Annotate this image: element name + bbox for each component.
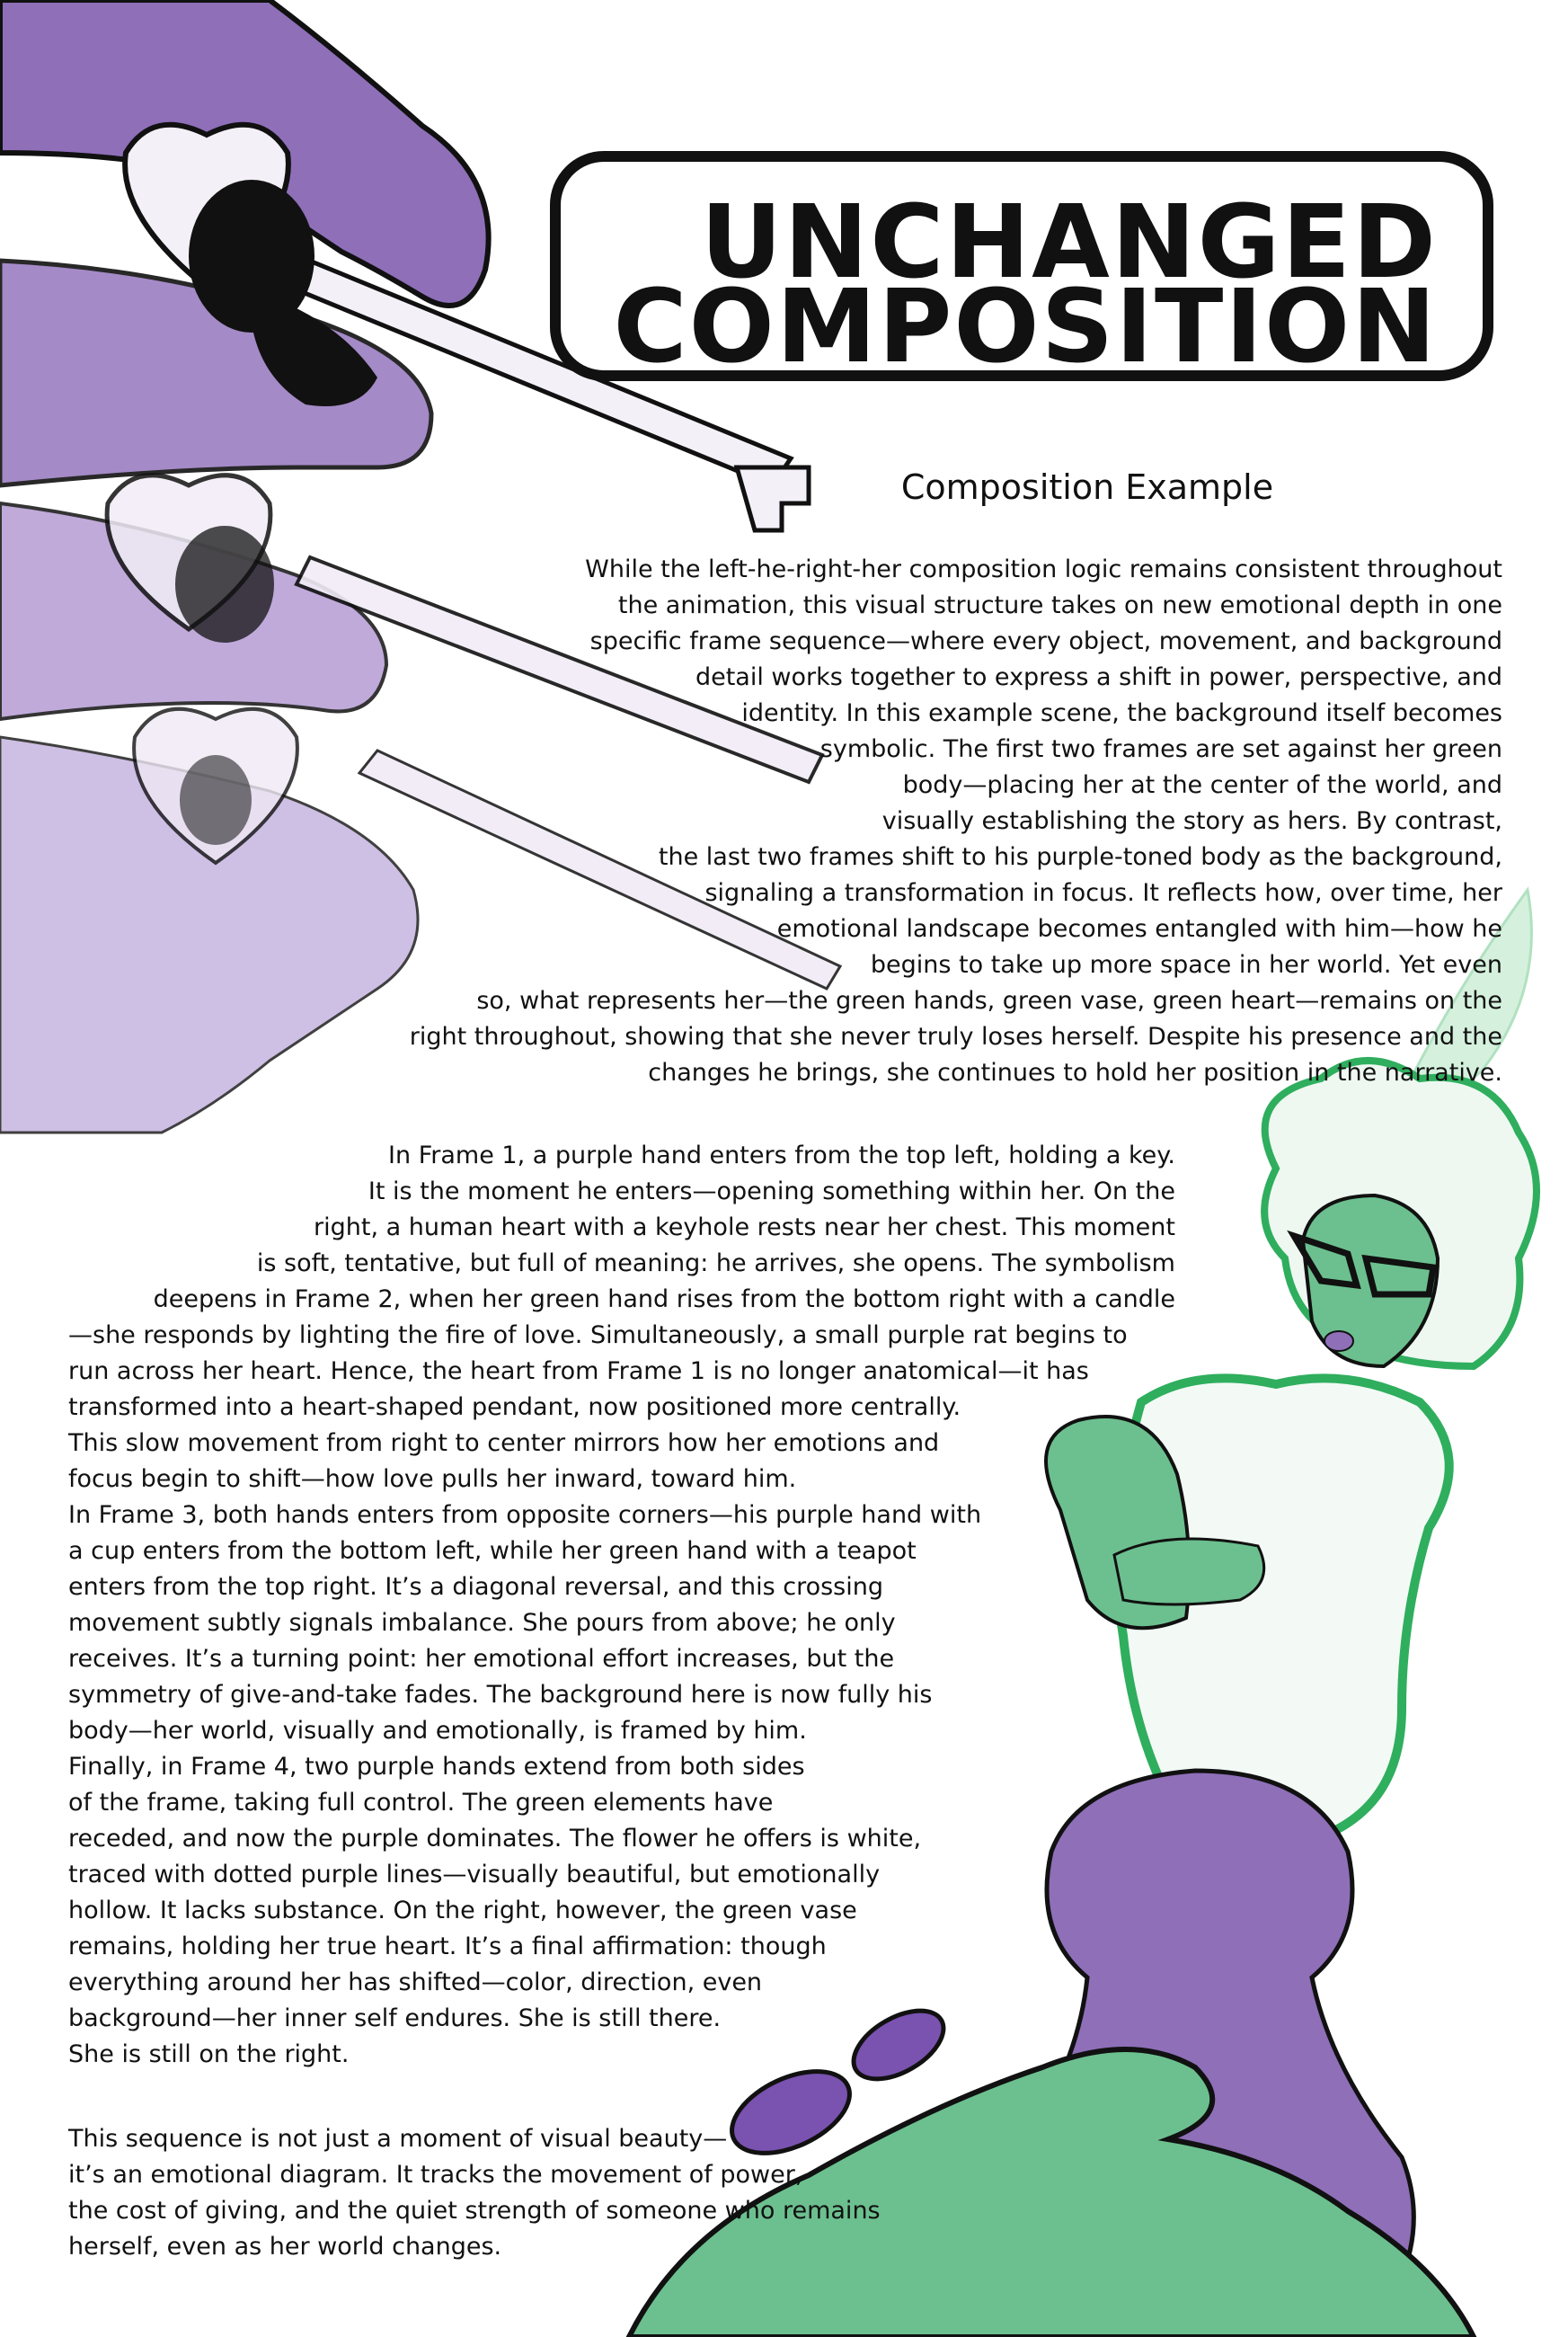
- frames-line: —she responds by lighting the fire of love. Simultaneously, a small purple rat begins to: [68, 1321, 1128, 1349]
- frames-line: is soft, tentative, but full of meaning: he arrives, she opens. The symbolism: [256, 1249, 1175, 1277]
- frames-line: remains, holding her true heart. It’s a final affirmation: though: [68, 1933, 827, 1960]
- intro-line: identity. In this example scene, the background itself becomes: [741, 699, 1502, 727]
- closing-paragraph: [68, 2121, 967, 2301]
- intro-line: While the left-he-right-her composition logic remains consistent throughout: [585, 555, 1502, 583]
- intro-line: body—placing her at the center of the world, and: [902, 771, 1502, 799]
- intro-line: begins to take up more space in her world. Yet even: [870, 951, 1502, 979]
- frames-line: deepens in Frame 2, when her green hand rises from the bottom right with a candle: [153, 1285, 1175, 1313]
- intro-paragraph: [0, 552, 1502, 1109]
- intro-line: the animation, this visual structure takes on new emotional depth in one: [617, 591, 1502, 619]
- frames-line: run across her heart. Hence, the heart from Frame 1 is no longer anatomical—it has: [68, 1357, 1089, 1385]
- intro-line: emotional landscape becomes entangled with him—how he: [776, 915, 1502, 943]
- closing-line: herself, even as her world changes.: [68, 2233, 502, 2261]
- frames-line: enters from the top right. It’s a diagonal reversal, and this crossing: [68, 1573, 883, 1601]
- frames-line: In Frame 3, both hands enters from opposite corners—his purple hand with: [68, 1501, 982, 1529]
- closing-line: it’s an emotional diagram. It tracks the movement of power,: [68, 2161, 803, 2189]
- frames-line: This slow movement from right to center mirrors how her emotions and: [68, 1429, 940, 1457]
- intro-line: signaling a transformation in focus. It reflects how, over time, her: [704, 879, 1502, 907]
- frames-line: symmetry of give-and-take fades. The background here is now fully his: [68, 1681, 933, 1709]
- intro-line: changes he brings, she continues to hold her position in the narrative.: [648, 1059, 1502, 1087]
- closing-line: the cost of giving, and the quiet strength of someone who remains: [68, 2197, 881, 2225]
- intro-line: specific frame sequence—where every object, movement, and background: [589, 627, 1502, 655]
- frames-line: right, a human heart with a keyhole rests near her chest. This moment: [314, 1213, 1175, 1241]
- intro-line: right throughout, showing that she never truly loses herself. Despite his presence and the: [409, 1023, 1502, 1051]
- frames-line: body—her world, visually and emotionally, is framed by him.: [68, 1717, 807, 1745]
- intro-line: so, what represents her—the green hands, green vase, green heart—remains on the: [476, 987, 1502, 1015]
- frames-line: She is still on the right.: [68, 2040, 350, 2068]
- closing-line: This sequence is not just a moment of visual beauty—: [68, 2125, 728, 2153]
- title-box: [550, 151, 1493, 386]
- frames-line: receded, and now the purple dominates. The flower he offers is white,: [68, 1825, 922, 1853]
- frames-line: In Frame 1, a purple hand enters from the top left, holding a key.: [388, 1142, 1175, 1169]
- frames-line: transformed into a heart-shaped pendant, now positioned more centrally.: [68, 1393, 961, 1421]
- page-title-line-2: COMPOSITION: [613, 269, 1438, 386]
- frames-line: movement subtly signals imbalance. She pours from above; he only: [68, 1609, 896, 1637]
- frames-line: It is the moment he enters—opening something within her. On the: [368, 1177, 1175, 1205]
- frames-line: a cup enters from the bottom left, while her green hand with a teapot: [68, 1537, 917, 1565]
- intro-line: the last two frames shift to his purple-toned body as the background,: [658, 843, 1502, 871]
- page-title-line-1: UNCHANGED: [700, 184, 1438, 301]
- frames-line: hollow. It lacks substance. On the right, however, the green vase: [68, 1897, 857, 1924]
- frames-line: of the frame, taking full control. The green elements have: [68, 1789, 774, 1817]
- intro-line: visually establishing the story as hers. By contrast,: [881, 807, 1502, 835]
- intro-line: detail works together to express a shift in power, perspective, and: [695, 663, 1502, 691]
- frames-line: receives. It’s a turning point: her emotional effort increases, but the: [68, 1645, 895, 1673]
- intro-line: symbolic. The first two frames are set against her green: [819, 735, 1502, 763]
- frames-line: background—her inner self endures. She is still there.: [68, 2004, 722, 2032]
- frames-line: everything around her has shifted—color, direction, even: [68, 1968, 763, 1996]
- frames-line: Finally, in Frame 4, two purple hands extend from both sides: [68, 1753, 805, 1781]
- section-subtitle: Composition Example: [900, 467, 1274, 507]
- frames-line: traced with dotted purple lines—visually beautiful, but emotionally: [68, 1861, 881, 1888]
- frames-line: focus begin to shift—how love pulls her inward, toward him.: [68, 1465, 797, 1493]
